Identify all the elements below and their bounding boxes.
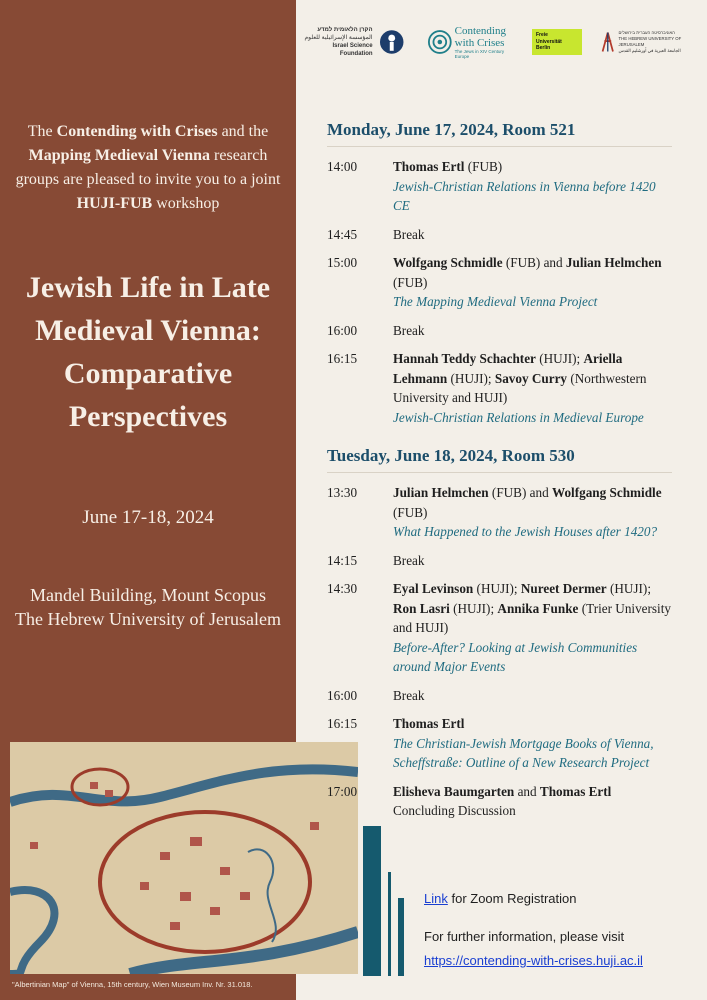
session-time: 16:15 [327,716,358,731]
speaker-note: Concluding Discussion [393,803,516,818]
workshop-venue [0,583,296,631]
session-speakers [393,483,672,522]
session-content [393,253,672,312]
program-schedule [327,120,672,830]
fub-logo [532,20,584,64]
speaker-name: Thomas Ertl [393,716,465,731]
cwc-logo [428,20,514,64]
speaker-name: Elisheva Baumgarten [393,783,515,799]
session-content [393,483,672,542]
cwc-logo-text [455,25,514,59]
session-speakers [393,714,672,734]
session-speakers [393,686,672,706]
schedule-item [327,551,672,571]
speaker-name: Annika Funke [497,600,579,616]
speaker-note: (HUJI); [449,600,498,616]
workshop-dates: June 17-18, 2024 [82,507,214,528]
session-content [393,579,672,677]
website-link[interactable]: https://contending-with-crises.huji.ac.il [424,953,643,968]
session-content [393,782,672,821]
huji-arabic: الجامعة العبرية في أورشليم القدس [618,48,681,53]
speaker-name: Hannah Teddy Schachter [393,351,536,366]
schedule-item [327,686,672,706]
fub-line: Berlin [536,45,551,51]
speaker-note: (HUJI); [535,351,584,366]
invitation-highlight: Mapping Medieval Vienna [28,147,211,164]
venue-line: The Hebrew University of Jerusalem [15,609,281,629]
logo-bar [300,20,700,64]
talk-title: Jewish-Christian Relations in Medieval Europe [393,409,644,425]
huji-hebrew: האוניברסיטה העברית בירושלים [618,30,675,35]
speaker-name: Wolfgang Schmidle [393,255,503,270]
speaker-note: (Trier University and HUJI) [393,600,671,635]
speaker-note: (FUB) and [488,485,552,500]
speaker-name: Nureet Dermer [520,581,607,596]
session-time: 14:30 [327,581,358,596]
session-speakers [393,551,672,571]
session-time: 14:15 [327,552,358,568]
schedule-item [327,782,672,821]
schedule-item [327,483,672,542]
map-illustration [10,742,358,974]
session-time: 14:45 [327,226,358,242]
isf-arabic: المؤسسة الإسرائيلية للعلوم [304,35,373,41]
talk-title: Jewish-Christian Relations in Vienna before 1420 CE [393,178,656,213]
speaker-note: (FUB) [464,159,503,174]
cwc-emblem-icon [428,29,452,55]
decorative-bars [363,826,407,976]
zoom-registration [424,889,694,909]
speaker-name: Eyal Levinson [393,581,474,596]
isf-logo [304,20,404,64]
schedule-item [327,321,672,341]
session-speakers [393,225,672,245]
speaker-note: (FUB) and [502,255,566,270]
cwc-subtitle: The Jews in XIV Century Europe [454,49,505,59]
schedule-item [327,714,672,773]
zoom-registration-text: for Zoom Registration [447,891,577,906]
speaker-name: Ariella Lehmann [393,351,623,386]
speaker-name: Thomas Ertl [539,783,612,799]
session-time: 16:15 [327,351,358,366]
isf-english: Israel Science Foundation [332,43,373,57]
isf-emblem-icon [379,29,404,55]
decorative-bar [363,826,381,976]
huji-logo [600,20,696,64]
speaker-note: and [514,783,540,799]
speaker-note: (Northwestern University and HUJI) [393,370,647,405]
talk-title: The Mapping Medieval Vienna Project [393,294,598,309]
session-content [393,225,672,245]
fub-logo-box [532,29,582,55]
session-time: 16:00 [327,687,358,703]
session-content [393,349,672,427]
vienna-map-image [10,742,358,974]
talk-title: Before-After? Looking at Jewish Communities around Major Events [393,639,638,674]
invitation-part: workshop [152,195,220,212]
speaker-note: (FUB) [393,504,428,520]
day-heading: Monday, June 17, 2024, Room 521 [327,120,672,147]
workshop-title: Jewish Life in Late Medieval Vienna: Comparative Perspectives [25,271,271,433]
isf-hebrew: הקרן הלאומית למדע [317,27,373,33]
speaker-name: Ron Lasri [393,600,450,616]
schedule-item [327,579,672,677]
invitation-part: research groups are pleased to invite you to a joint [15,147,281,188]
speaker-name: Julian Helmchen [565,255,662,270]
isf-logo-text [304,26,373,58]
session-time: 14:00 [327,159,358,174]
huji-logo-text [619,30,696,54]
schedule-item [327,253,672,312]
venue-line: Mandel Building, Mount Scopus [29,585,266,605]
speaker-note: Break [393,322,425,338]
speaker-note: (HUJI); [473,581,521,596]
invitation-highlight: HUJI-FUB [76,195,153,212]
session-time: 16:00 [327,322,358,338]
speaker-note: (FUB) [393,274,428,290]
session-content [393,157,672,216]
talk-title: The Christian-Jewish Mortgage Books of Vienna, Scheffstraße: Outline of a New Research Project [393,735,654,770]
speaker-name: Savoy Curry [494,370,568,386]
session-content [393,686,672,706]
session-speakers [393,349,672,408]
schedule-item [327,225,672,245]
session-speakers [393,321,672,341]
huji-emblem-icon [600,29,616,55]
session-speakers [393,157,672,177]
session-time: 15:00 [327,255,358,270]
invitation-part: The [27,123,57,140]
session-time: 13:30 [327,485,358,500]
huji-english: THE HEBREW UNIVERSITY OF JERUSALEM [618,36,682,47]
left-panel [0,0,296,1000]
invitation-text [10,120,286,216]
map-caption: "Albertinian Map" of Vienna, 15th century, Wien Museum Inv. Nr. 31.018. [12,980,253,989]
footer-info [424,889,694,971]
invitation-part: and the [217,123,269,140]
decorative-bar [388,872,391,976]
session-content [393,551,672,571]
schedule-item [327,157,672,216]
cwc-name: Contending with Crises [454,25,506,49]
invitation-highlight: Contending with Crises [56,123,218,140]
schedule-item [327,349,672,427]
fub-line: Universität [536,38,562,45]
fub-line: Freie [536,32,548,38]
further-info-text: For further information, please visit [424,929,625,944]
session-time: 17:00 [327,783,358,799]
session-speakers [393,253,672,292]
speaker-name: Julian Helmchen [393,485,489,500]
session-content [393,714,672,773]
speaker-note: Break [393,687,425,703]
speaker-name: Wolfgang Schmidle [552,485,662,500]
speaker-note: (HUJI); [447,370,495,386]
day-heading: Tuesday, June 18, 2024, Room 530 [327,446,672,473]
session-content [393,321,672,341]
speaker-name: Thomas Ertl [393,159,465,174]
speaker-note: Break [393,226,425,242]
talk-title: What Happened to the Jewish Houses after 1420? [393,524,658,539]
speaker-note: Break [393,552,425,568]
session-speakers [393,782,672,821]
decorative-bar [398,898,404,976]
speaker-note: (HUJI); [606,581,651,596]
session-speakers [393,579,672,638]
zoom-registration-link[interactable]: Link [424,891,448,906]
